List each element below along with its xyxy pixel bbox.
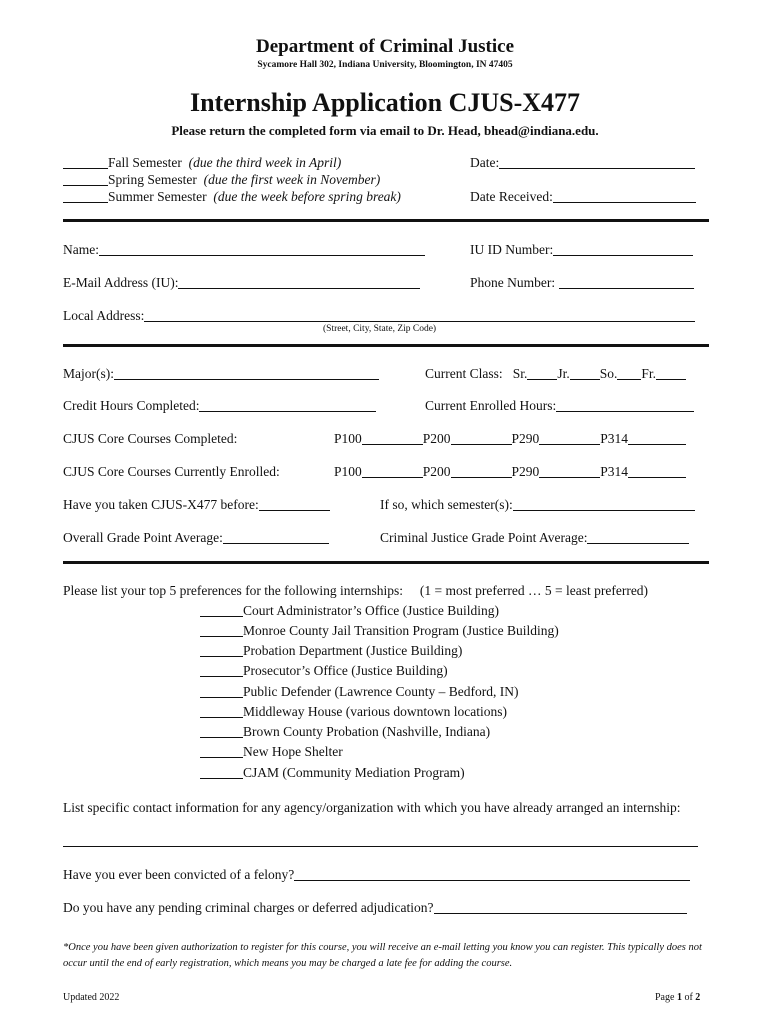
name-field: [63, 242, 425, 258]
majors-blank[interactable]: [114, 366, 379, 380]
core-enrolled-courses: [334, 464, 686, 480]
local-address-field: [63, 308, 695, 324]
core-completed-p314-blank[interactable]: [628, 431, 686, 445]
enrolled-hours-field: [425, 398, 694, 414]
iu-id-blank[interactable]: [553, 242, 693, 256]
taken-before-field: [63, 497, 330, 513]
email-label: E-Mail Address (IU):: [63, 275, 179, 290]
preference-item: [200, 603, 499, 619]
preference-item: [200, 663, 448, 679]
phone-label: Phone Number:: [470, 275, 556, 290]
phone-blank[interactable]: [559, 275, 694, 289]
preference-rank-blank[interactable]: [200, 704, 243, 718]
core-enrolled-p100-blank[interactable]: [362, 464, 423, 478]
semester-due-note: (due the week before spring break): [213, 189, 401, 204]
core-enrolled-p290-blank[interactable]: [539, 464, 600, 478]
current-class-label: Current Class:: [425, 366, 503, 381]
phone-field: [470, 275, 694, 291]
updated-date: Updated 2022: [63, 992, 120, 1003]
pending-charges-blank[interactable]: [434, 900, 687, 914]
enrolled-hours-blank[interactable]: [556, 398, 694, 412]
preference-label: CJAM (Community Mediation Program): [243, 765, 465, 780]
preference-item: [200, 684, 519, 700]
semester-spring: [63, 172, 380, 188]
preference-label: Public Defender (Lawrence County – Bedford, IN): [243, 684, 519, 699]
credit-hours-label: Credit Hours Completed:: [63, 398, 200, 413]
semester-due-note: (due the third week in April): [188, 155, 342, 170]
course-code: P290: [511, 464, 540, 479]
name-label: Name:: [63, 242, 99, 257]
core-enrolled-p314-blank[interactable]: [628, 464, 686, 478]
preference-item: [200, 724, 490, 740]
cj-gpa-field: [380, 530, 689, 546]
section-divider: [63, 561, 709, 564]
local-address-blank[interactable]: [144, 308, 695, 322]
address-hint: (Street, City, State, Zip Code): [323, 324, 437, 334]
semester-summer-blank[interactable]: [63, 189, 108, 203]
course-code: P100: [334, 464, 362, 479]
contact-info-blank[interactable]: [63, 846, 698, 847]
which-semester-field: [380, 497, 695, 513]
cj-gpa-blank[interactable]: [587, 530, 689, 544]
iu-id-field: [470, 242, 693, 258]
preference-rank-blank[interactable]: [200, 744, 243, 758]
majors-field: [63, 366, 379, 382]
preference-label: Middleway House (various downtown locations): [243, 704, 507, 719]
date-received-field: [470, 189, 696, 205]
course-code: P200: [422, 464, 451, 479]
felony-blank[interactable]: [294, 867, 690, 881]
local-address-label: Local Address:: [63, 308, 145, 323]
page-label: Page: [655, 992, 675, 1003]
core-enrolled-p200-blank[interactable]: [451, 464, 512, 478]
preference-label: Prosecutor’s Office (Justice Building): [243, 663, 448, 678]
preference-item: [200, 623, 559, 639]
date-received-blank[interactable]: [553, 189, 696, 203]
preference-item: [200, 765, 465, 781]
core-completed-p100-blank[interactable]: [362, 431, 423, 445]
taken-before-label: Have you taken CJUS-X477 before:: [63, 497, 259, 512]
section-divider: [63, 344, 709, 347]
preference-label: New Hope Shelter: [243, 744, 343, 759]
pending-charges-label: Do you have any pending criminal charges or deferred adjudication?: [63, 900, 434, 915]
majors-label: Major(s):: [63, 366, 114, 381]
preferences-scale: (1 = most preferred … 5 = least preferred): [419, 583, 649, 598]
preference-rank-blank[interactable]: [200, 684, 243, 698]
course-code: P290: [511, 431, 540, 446]
class-option-freshman: Fr.: [641, 366, 657, 381]
which-semester-label: If so, which semester(s):: [380, 497, 513, 512]
iu-id-label: IU ID Number:: [470, 242, 554, 257]
date-blank[interactable]: [499, 155, 695, 169]
date-label: Date:: [470, 155, 500, 170]
semester-spring-blank[interactable]: [63, 172, 108, 186]
preference-rank-blank[interactable]: [200, 603, 243, 617]
class-freshman-blank[interactable]: [656, 366, 686, 380]
felony-field: [63, 867, 690, 883]
semester-due-note: (due the first week in November): [203, 172, 381, 187]
taken-before-blank[interactable]: [259, 497, 330, 511]
preference-rank-blank[interactable]: [200, 765, 243, 779]
preferences-prompt-text: Please list your top 5 preferences for the following internships:: [63, 583, 404, 598]
class-option-junior: Jr.: [557, 366, 570, 381]
class-sophomore-blank[interactable]: [617, 366, 641, 380]
felony-label: Have you ever been convicted of a felony?: [63, 867, 295, 882]
credit-hours-field: [63, 398, 376, 414]
cj-gpa-label: Criminal Justice Grade Point Average:: [380, 530, 588, 545]
course-code: P200: [422, 431, 451, 446]
overall-gpa-field: [63, 530, 329, 546]
contact-info-prompt: List specific contact information for any agency/organization with which you have already arranged an internship:: [63, 800, 681, 815]
semester-label: Spring Semester: [108, 172, 197, 187]
enrolled-hours-label: Current Enrolled Hours:: [425, 398, 557, 413]
which-semester-blank[interactable]: [513, 497, 695, 511]
credit-hours-blank[interactable]: [199, 398, 376, 412]
page-current: 1: [676, 992, 682, 1003]
preference-rank-blank[interactable]: [200, 663, 243, 677]
form-title: Internship Application CJUS-X477: [189, 88, 581, 117]
department-address: Sycamore Hall 302, Indiana University, Bloomington, IN 47405: [257, 60, 513, 70]
semester-label: Summer Semester: [108, 189, 207, 204]
semester-summer: [63, 189, 401, 205]
semester-fall-blank[interactable]: [63, 155, 108, 169]
class-senior-blank[interactable]: [527, 366, 557, 380]
overall-gpa-label: Overall Grade Point Average:: [63, 530, 223, 545]
class-junior-blank[interactable]: [570, 366, 600, 380]
course-code: P314: [600, 464, 629, 479]
overall-gpa-blank[interactable]: [223, 530, 329, 544]
page-number: [655, 992, 700, 1003]
submission-instructions: Please return the completed form via email to Dr. Head, bhead@indiana.edu.: [171, 123, 599, 138]
semester-label: Fall Semester: [108, 155, 182, 170]
core-completed-p200-blank[interactable]: [451, 431, 512, 445]
preference-label: Court Administrator’s Office (Justice Building): [243, 603, 499, 618]
name-blank[interactable]: [99, 242, 425, 256]
page-of: of: [684, 992, 693, 1003]
current-class-field: [425, 366, 686, 382]
course-code: P100: [334, 431, 362, 446]
class-option-sophomore: So.: [599, 366, 618, 381]
preference-item: [200, 744, 343, 760]
registration-note: *Once you have been given authorization to register for this course, you will receive an e-mail letting you know you can register. This typically does not occur until the end of early registration, which means you may be charged a late fee for adding the course.: [63, 942, 702, 969]
department-name: Department of Criminal Justice: [255, 36, 515, 57]
preference-item: [200, 643, 462, 659]
email-blank[interactable]: [178, 275, 420, 289]
preference-item: [200, 704, 507, 720]
preferences-prompt: [63, 583, 648, 599]
preference-label: Probation Department (Justice Building): [243, 643, 463, 658]
date-field: [470, 155, 695, 171]
preference-rank-blank[interactable]: [200, 724, 243, 738]
date-received-label: Date Received:: [470, 189, 553, 204]
core-completed-courses: [334, 431, 686, 447]
pending-charges-field: [63, 900, 687, 916]
preference-rank-blank[interactable]: [200, 623, 243, 637]
page-total: 2: [695, 992, 701, 1003]
class-option-senior: Sr.: [512, 366, 528, 381]
semester-fall: [63, 155, 341, 171]
preference-label: Brown County Probation (Nashville, Indiana): [243, 724, 491, 739]
email-field: [63, 275, 420, 291]
core-completed-label: CJUS Core Courses Completed:: [63, 431, 238, 446]
preference-label: Monroe County Jail Transition Program (Justice Building): [243, 623, 559, 638]
section-divider: [63, 219, 709, 222]
course-code: P314: [600, 431, 629, 446]
core-enrolled-label: CJUS Core Courses Currently Enrolled:: [63, 464, 280, 479]
preference-rank-blank[interactable]: [200, 643, 243, 657]
core-completed-p290-blank[interactable]: [539, 431, 600, 445]
